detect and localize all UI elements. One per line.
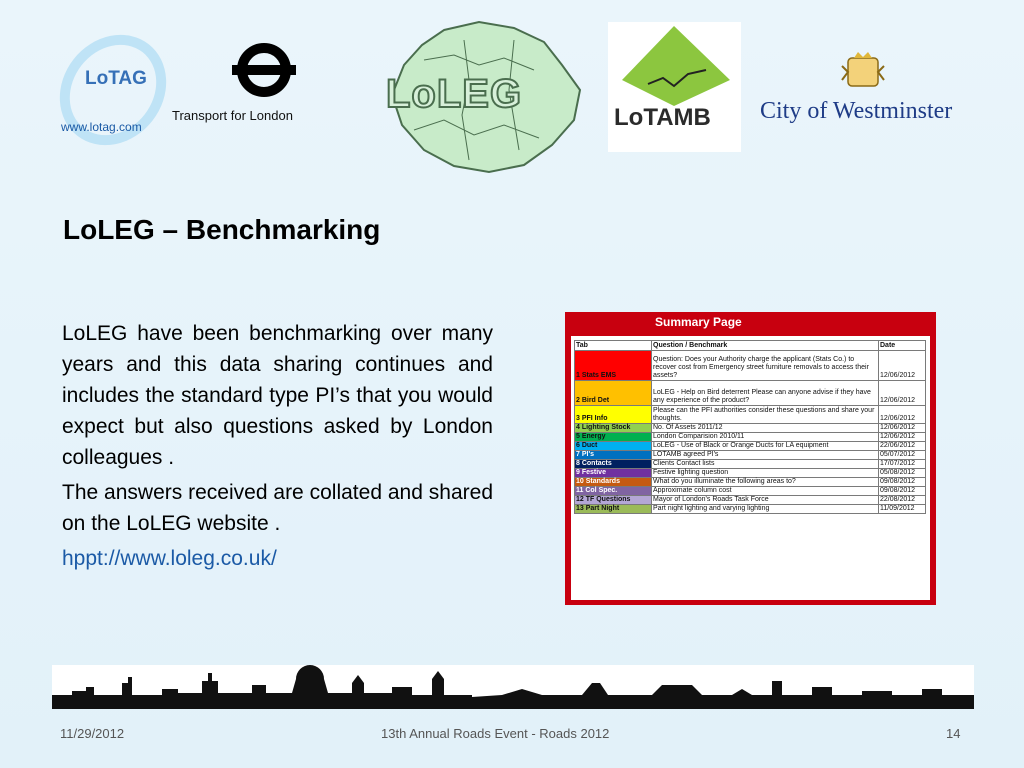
summary-row (575, 433, 926, 442)
summary-row (575, 496, 926, 505)
summary-cell-question: Approximate column cost (652, 487, 879, 496)
summary-cell-date: 09/08/2012 (879, 487, 926, 496)
westminster-crest-icon (840, 52, 886, 92)
summary-row (575, 424, 926, 433)
slide-body (62, 318, 493, 578)
summary-cell-date: 12/06/2012 (879, 381, 926, 406)
summary-cell-tab: 5 Energy (575, 433, 652, 442)
summary-cell-tab: 8 Contacts (575, 460, 652, 469)
summary-header-row (575, 341, 926, 351)
summary-cell-question: LOTAMB agreed PI's (652, 451, 879, 460)
summary-row (575, 505, 926, 514)
tfl-roundel-icon (230, 40, 298, 108)
summary-cell-date: 17/07/2012 (879, 460, 926, 469)
summary-cell-tab: 10 Standards (575, 478, 652, 487)
summary-row (575, 451, 926, 460)
summary-cell-question: London Comparision 2010/11 (652, 433, 879, 442)
lotamb-logo (608, 22, 741, 152)
summary-cell-question: Clients Contact lists (652, 460, 879, 469)
summary-cell-question: Question: Does your Authority charge the applicant (Stats Co.) to recover cost from Emergency street furniture removals to access their assets? (652, 351, 879, 381)
summary-cell-question: What do you illuminate the following areas to? (652, 478, 879, 487)
summary-cell-date: 11/09/2012 (879, 505, 926, 514)
loleg-logo (384, 20, 589, 175)
summary-cell-tab: 7 PI's (575, 451, 652, 460)
summary-cell-question: LoLEG - Help on Bird deterrent Please can anyone advise if they have any experience of the product? (652, 381, 879, 406)
loleg-website-link[interactable]: hppt://www.loleg.co.uk/ (62, 547, 277, 570)
tfl-name: Transport for London (172, 108, 293, 123)
lotag-url: www.lotag.com (61, 120, 142, 134)
summary-cell-date: 22/08/2012 (879, 496, 926, 505)
summary-cell-date: 09/08/2012 (879, 478, 926, 487)
summary-cell-tab: 3 PFI Info (575, 406, 652, 424)
summary-page-image (565, 312, 936, 605)
summary-cell-date: 12/06/2012 (879, 433, 926, 442)
london-skyline-image (52, 665, 974, 709)
summary-cell-tab: 9 Festive (575, 469, 652, 478)
summary-cell-tab: 11 Col Spec. (575, 487, 652, 496)
summary-cell-tab: 6 Duct (575, 442, 652, 451)
summary-cell-tab: 12 TF Questions (575, 496, 652, 505)
loleg-name: LoLEG (386, 72, 523, 116)
summary-cell-question: No. Of Assets 2011/12 (652, 424, 879, 433)
header-question: Question / Benchmark (652, 341, 879, 351)
footer-date: 11/29/2012 (60, 726, 125, 741)
summary-cell-question: Mayor of London's Roads Task Force (652, 496, 879, 505)
summary-row (575, 406, 926, 424)
summary-row (575, 478, 926, 487)
summary-cell-date: 12/06/2012 (879, 351, 926, 381)
summary-row (575, 442, 926, 451)
header-date: Date (879, 341, 926, 351)
westminster-name: City of Westminster (760, 98, 953, 124)
lotamb-name: LoTAMB (614, 104, 711, 131)
summary-cell-question: Please can the PFI authorities consider these questions and share your thoughts. (652, 406, 879, 424)
summary-cell-tab: 4 Lighting Stock (575, 424, 652, 433)
summary-row (575, 469, 926, 478)
logo-banner (0, 0, 1024, 180)
summary-cell-date: 12/06/2012 (879, 406, 926, 424)
summary-cell-date: 05/08/2012 (879, 469, 926, 478)
summary-row (575, 381, 926, 406)
summary-cell-date: 12/06/2012 (879, 424, 926, 433)
header-tab: Tab (575, 341, 652, 351)
summary-cell-tab: 1 Stats EMS (575, 351, 652, 381)
summary-cell-date: 22/06/2012 (879, 442, 926, 451)
summary-cell-tab: 2 Bird Det (575, 381, 652, 406)
body-paragraph-1: LoLEG have been benchmarking over many years and this data sharing continues and includes the standard type PI’s that you would expect but also questions asked by London colleagues . (62, 322, 493, 469)
body-paragraph-2: The answers received are collated and shared on the LoLEG website . (62, 481, 493, 535)
summary-cell-question: Festive lighting question (652, 469, 879, 478)
summary-cell-date: 05/07/2012 (879, 451, 926, 460)
summary-row (575, 487, 926, 496)
summary-row (575, 351, 926, 381)
summary-cell-tab: 13 Part Night (575, 505, 652, 514)
slide-title: LoLEG – Benchmarking (63, 214, 381, 245)
lotag-logo (55, 28, 160, 138)
summary-row (575, 460, 926, 469)
summary-title: Summary Page (655, 315, 742, 329)
summary-cell-question: LoLEG - Use of Black or Orange Ducts for LA equipment (652, 442, 879, 451)
lotag-name: LoTAG (85, 68, 147, 89)
lotamb-map-icon (608, 22, 741, 107)
tfl-logo (170, 40, 350, 130)
footer-event: 13th Annual Roads Event - Roads 2012 (381, 726, 610, 741)
summary-table (574, 340, 926, 514)
footer-page-number: 14 (946, 726, 961, 741)
westminster-logo (758, 52, 978, 132)
summary-cell-question: Part night lighting and varying lighting (652, 505, 879, 514)
